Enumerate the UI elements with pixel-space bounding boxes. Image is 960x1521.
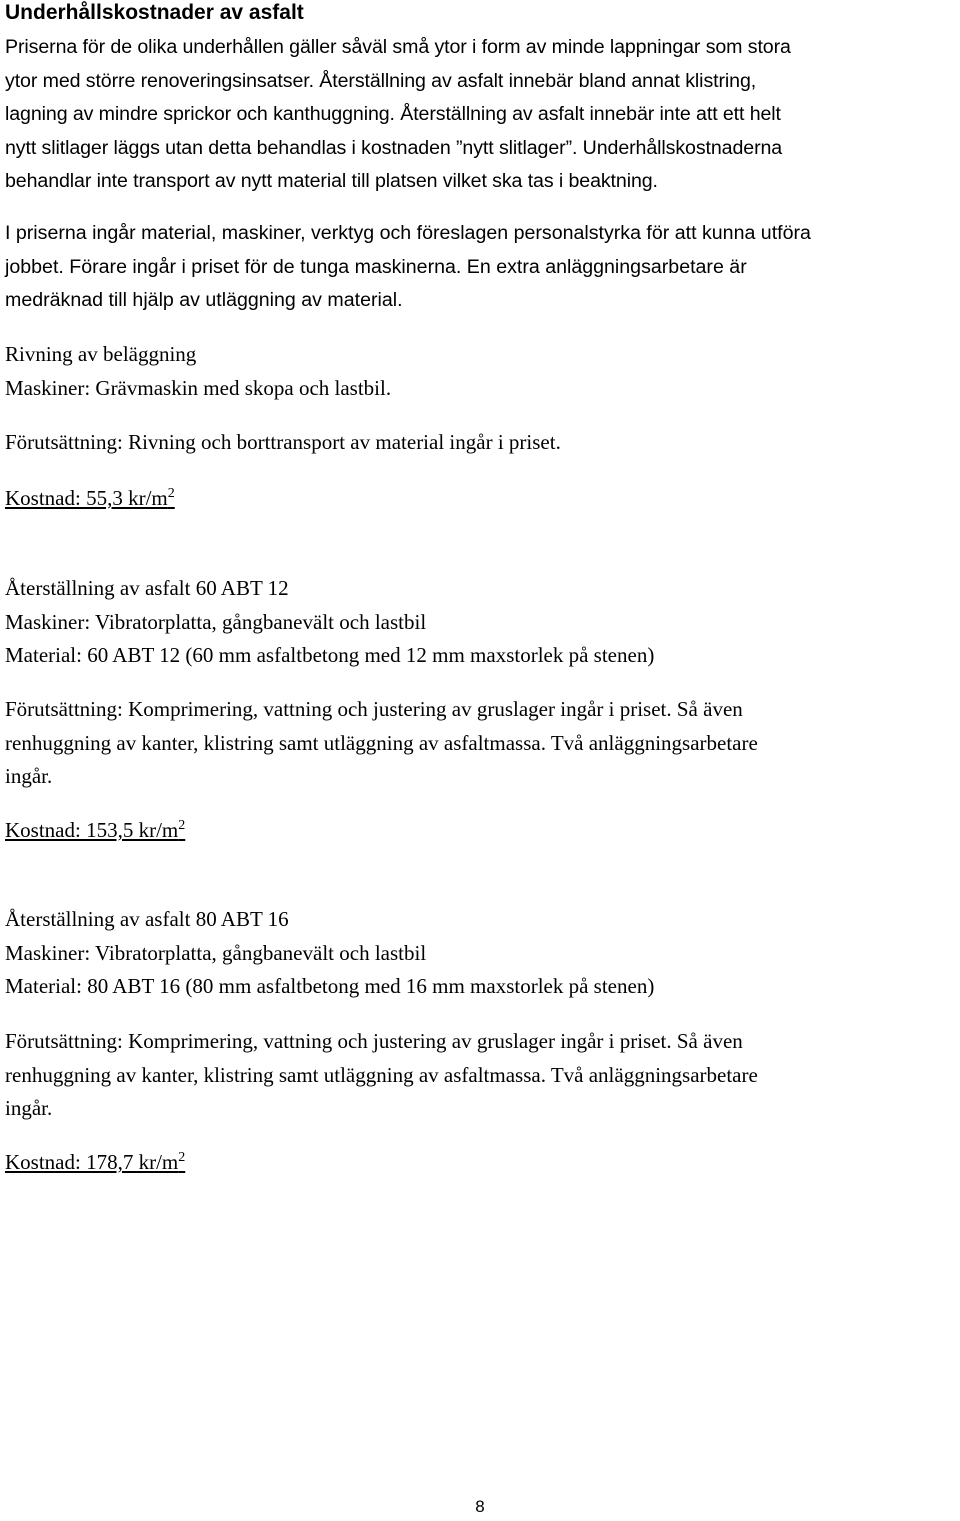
- section-asfalt-60-prerequisite: [5, 693, 957, 794]
- cost-value: Kostnad: 55,3 kr/m: [5, 486, 168, 510]
- section-machines: Maskiner: Vibratorplatta, gångbanevält och lastbil: [5, 609, 427, 634]
- section-rivning-prerequisite: [5, 426, 957, 460]
- intro-paragraph-2: [5, 217, 957, 318]
- intro-line-4: nytt slitlager läggs utan detta behandlas i kostnaden ”nytt slitlager”. Underhållskostnaderna: [5, 136, 783, 159]
- cost-label: [5, 818, 185, 842]
- section-material: Material: 60 ABT 12 (60 mm asfaltbetong med 12 mm maxstorlek på stenen): [5, 643, 655, 667]
- section-asfalt-80-cost: [5, 1146, 957, 1180]
- page-number: 8: [475, 1497, 485, 1516]
- section-machines: Maskiner: Grävmaskin med skopa och lastbil.: [5, 375, 392, 400]
- section-asfalt-60-cost: [5, 814, 957, 848]
- intro-line-1: Priserna för de olika underhållen gäller såväl små ytor i form av minde lappningar som stora: [5, 36, 791, 58]
- section-rivning-cost: [5, 482, 957, 516]
- intro-line-3: lagning av mindre sprickor och kanthuggning. Återställning av asfalt innebär inte att ett helt: [5, 103, 781, 125]
- cost-exponent: 2: [178, 818, 186, 833]
- section-title: Rivning av beläggning: [5, 342, 197, 366]
- intro-line-2: ytor med större renoveringsinsatser. Återställning av asfalt innebär bland annat klistring,: [5, 69, 757, 92]
- section-machines: Maskiner: Vibratorplatta, gångbanevält och lastbil: [5, 940, 427, 965]
- prerequisite-line: Förutsättning: Komprimering, vattning och justering av gruslager ingår i priset. Så även: [5, 1029, 743, 1053]
- section-title: Återställning av asfalt 80 ABT 16: [5, 907, 289, 931]
- cost-value: Kostnad: 153,5 kr/m: [5, 818, 179, 842]
- prerequisite-line: renhuggning av kanter, klistring samt utläggning av asfaltmassa. Två anläggningsarbetare: [5, 1062, 758, 1087]
- section-asfalt-80: [5, 903, 957, 1004]
- intro2-line-3: medräknad till hjälp av utläggning av material.: [5, 289, 403, 311]
- cost-exponent: 2: [167, 486, 175, 501]
- page-heading: Underhållskostnader av asfalt: [5, 1, 304, 24]
- prerequisite-line: ingår.: [5, 1096, 53, 1120]
- section-asfalt-80-prerequisite: [5, 1025, 957, 1126]
- intro2-line-1: I priserna ingår material, maskiner, verktyg och föreslagen personalstyrka för att kunna utföra: [5, 222, 811, 244]
- cost-label: [5, 1150, 185, 1174]
- section-title: Återställning av asfalt 60 ABT 12: [5, 576, 289, 600]
- intro-line-5: behandlar inte transport av nytt material till platsen vilket ska tas i beaktning.: [5, 170, 658, 192]
- section-material: Material: 80 ABT 16 (80 mm asfaltbetong med 16 mm maxstorlek på stenen): [5, 974, 655, 998]
- section-prerequisite: Förutsättning: Rivning och borttransport av material ingår i priset.: [5, 430, 561, 454]
- intro2-line-2: jobbet. Förare ingår i priset för de tunga maskinerna. En extra anläggningsarbetare är: [5, 255, 747, 278]
- prerequisite-line: ingår.: [5, 764, 53, 788]
- cost-value: Kostnad: 178,7 kr/m: [5, 1150, 179, 1174]
- prerequisite-line: Förutsättning: Komprimering, vattning och justering av gruslager ingår i priset. Så även: [5, 697, 743, 721]
- section-rivning: [5, 338, 957, 405]
- intro-section: [5, 31, 957, 199]
- cost-label: [5, 486, 175, 510]
- cost-exponent: 2: [178, 1150, 186, 1165]
- prerequisite-line: renhuggning av kanter, klistring samt utläggning av asfaltmassa. Två anläggningsarbetare: [5, 730, 758, 755]
- section-asfalt-60: [5, 572, 957, 673]
